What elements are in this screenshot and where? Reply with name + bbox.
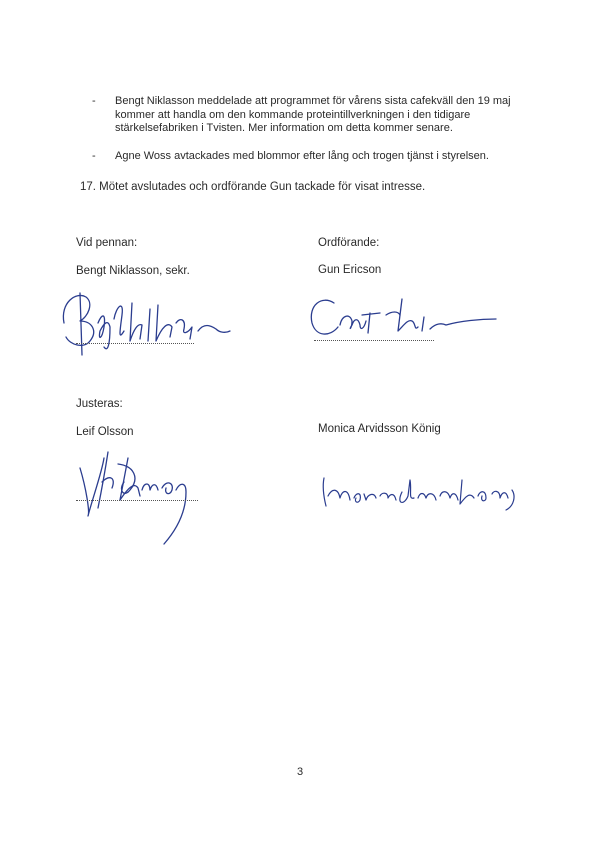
secretary-role-label: Vid pennan: (76, 237, 138, 249)
bullet-text: Bengt Niklasson meddelade att programmet för vårens sista cafekväll den 19 maj kommer att handla om den kommande proteintillverkningen i den tidigare stärkelsefabriken i Tvisten. Mer information om detta kommer senare. (115, 95, 511, 134)
chair-role-label: Ordförande: (318, 237, 380, 249)
adjuster2-signature (316, 470, 521, 512)
bullet-marker: - (92, 95, 96, 107)
page-number: 3 (296, 766, 304, 778)
bullet-marker: - (92, 149, 96, 162)
bullet-list (92, 95, 532, 163)
adjuster1-name: Leif Olsson (76, 426, 134, 438)
closing-item: 17. Mötet avslutades och ordförande Gun tackade för visat intresse. (80, 181, 426, 193)
chair-name: Gun Ericson (318, 264, 382, 276)
chair-signature-line (314, 340, 434, 341)
secretary-signature-line (76, 343, 194, 344)
bullet-item (92, 95, 532, 136)
secretary-name: Bengt Niklasson, sekr. (76, 265, 190, 277)
bullet-item (92, 150, 532, 164)
adjuster1-signature (68, 438, 208, 546)
adjuster1-signature-line (76, 500, 198, 501)
bullet-text: Agne Woss avtackades med blommor efter lång och trogen tjänst i styrelsen. (115, 149, 489, 162)
chair-signature (300, 285, 500, 345)
adjuster2-name: Monica Arvidsson König (318, 423, 441, 435)
adjuster-label: Justeras: (76, 398, 123, 410)
secretary-signature (58, 283, 233, 358)
